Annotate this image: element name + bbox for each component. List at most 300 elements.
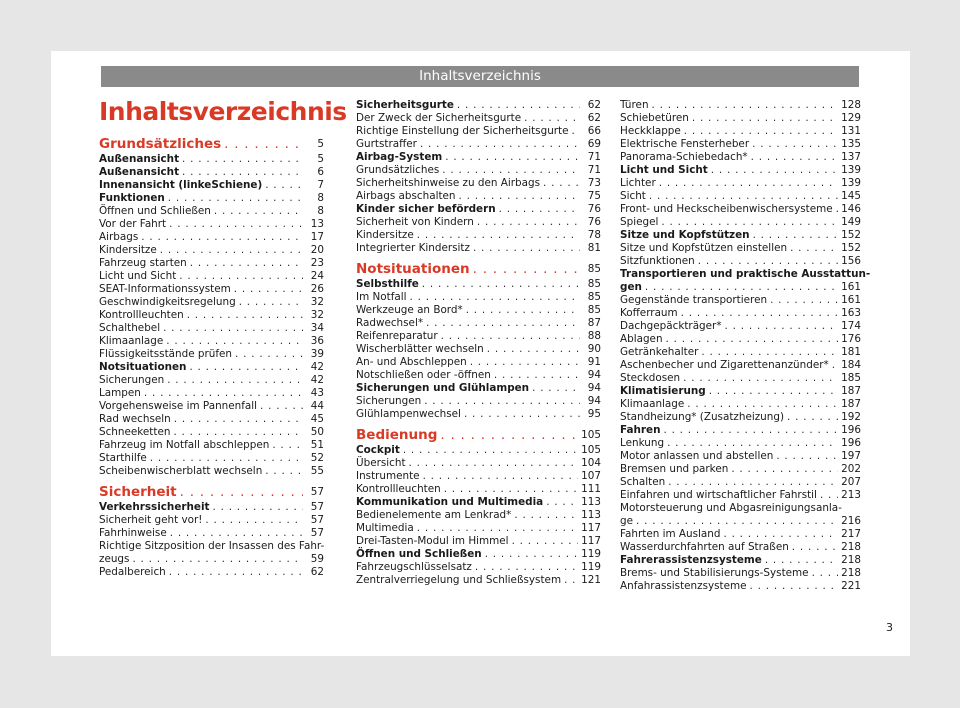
- toc-entry-title: Notsituationen: [356, 261, 470, 277]
- toc-dot-leader: [234, 283, 303, 296]
- toc-entry-title: Kofferraum: [620, 307, 678, 319]
- toc-entry[interactable]: [620, 567, 861, 580]
- toc-entry[interactable]: [620, 437, 861, 450]
- toc-entry[interactable]: [99, 335, 324, 348]
- toc-entry-title: Gegenstände transportieren: [620, 294, 768, 306]
- toc-page-number: 119: [581, 561, 601, 573]
- toc-entry[interactable]: [99, 296, 324, 309]
- toc-entry[interactable]: [356, 483, 601, 496]
- toc-entry-title: Fahrzeug starten: [99, 257, 187, 269]
- toc-entry-title: Ablagen: [620, 333, 663, 345]
- toc-dot-leader: [645, 281, 838, 294]
- toc-entry[interactable]: [356, 317, 601, 330]
- toc-dot-leader: [180, 483, 303, 501]
- toc-dot-leader: [725, 320, 839, 333]
- toc-dot-leader: [751, 151, 839, 164]
- toc-entry-title: Sitzfunktionen: [620, 255, 695, 267]
- toc-entry-title: Wischerblätter wechseln: [356, 343, 484, 355]
- toc-entry[interactable]: [356, 356, 601, 369]
- toc-entry[interactable]: [99, 270, 324, 283]
- toc-entry-title: Werkzeuge an Bord*: [356, 304, 463, 316]
- toc-entry[interactable]: [99, 452, 324, 465]
- toc-entry[interactable]: [620, 554, 861, 567]
- toc-entry[interactable]: [356, 216, 601, 229]
- toc-entry[interactable]: [356, 138, 601, 151]
- toc-entry-title: Instrumente: [356, 470, 420, 482]
- toc-dot-leader: [790, 242, 838, 255]
- toc-entry[interactable]: [356, 291, 601, 304]
- toc-dot-leader: [684, 125, 838, 138]
- toc-dot-leader: [160, 244, 303, 257]
- toc-entry[interactable]: [99, 374, 324, 387]
- toc-entry-title: Aschenbecher und Zigarettenanzünder*: [620, 359, 829, 371]
- toc-entry[interactable]: [620, 294, 861, 307]
- toc-entry-title: Licht und Sicht: [99, 270, 177, 282]
- toc-entry[interactable]: [356, 561, 601, 574]
- toc-entry[interactable]: [356, 112, 601, 125]
- toc-entry[interactable]: [356, 522, 601, 535]
- toc-entry[interactable]: [356, 190, 601, 203]
- toc-entry-title: Kindersitze: [356, 229, 414, 241]
- toc-dot-leader: [692, 112, 838, 125]
- toc-entry[interactable]: [99, 413, 324, 426]
- toc-entry-title: Sicherheitshinweise zu den Airbags: [356, 177, 541, 189]
- toc-page-number: 57: [310, 527, 324, 539]
- toc-page-number: 218: [841, 541, 861, 553]
- toc-entry-title: Brems- und Stabilisierungs-Systeme: [620, 567, 809, 579]
- toc-entry-title: Scheibenwischerblatt wechseln: [99, 465, 263, 477]
- toc-entry[interactable]: [620, 242, 861, 255]
- toc-entry-title: Elektrische Fensterheber: [620, 138, 750, 150]
- toc-page-number: 91: [587, 356, 601, 368]
- toc-page-number: 62: [587, 99, 601, 111]
- toc-dot-leader: [441, 330, 580, 343]
- toc-page-number: 26: [310, 283, 324, 295]
- toc-dot-leader: [770, 294, 838, 307]
- toc-dot-leader: [173, 426, 303, 439]
- toc-dot-leader: [150, 452, 303, 465]
- toc-entry[interactable]: [620, 320, 861, 333]
- toc-page-number: 13: [310, 218, 324, 230]
- toc-page-number: 88: [587, 330, 601, 342]
- toc-entry-title: Im Notfall: [356, 291, 407, 303]
- toc-entry[interactable]: [99, 244, 324, 257]
- toc-page-number: 94: [587, 395, 601, 407]
- toc-page-number: 32: [310, 296, 324, 308]
- toc-entry-title: Flüssigkeitsstände prüfen: [99, 348, 232, 360]
- toc-page-number: 176: [841, 333, 861, 345]
- toc-entry-title: SEAT-Informationssystem: [99, 283, 231, 295]
- toc-dot-leader: [787, 411, 838, 424]
- toc-entry-title: Airbags: [99, 231, 139, 243]
- toc-dot-leader: [170, 527, 303, 540]
- toc-entry[interactable]: [620, 99, 861, 112]
- toc-entry-title: Kindersitze: [99, 244, 157, 256]
- toc-entry-title: Geschwindigkeitsregelung: [99, 296, 236, 308]
- toc-dot-leader: [168, 192, 303, 205]
- toc-entry[interactable]: [620, 346, 861, 359]
- toc-entry-title: Bedienelemente am Lenkrad*: [356, 509, 512, 521]
- toc-page-number: 90: [587, 343, 601, 355]
- toc-entry[interactable]: [620, 255, 861, 268]
- toc-entry-title: Klimatisierung: [620, 385, 706, 397]
- toc-entry[interactable]: [620, 268, 871, 281]
- toc-entry-title: Glühlampenwechsel: [356, 408, 461, 420]
- toc-entry[interactable]: [99, 257, 324, 270]
- toc-dot-leader: [832, 359, 838, 372]
- toc-entry-title: Einfahren und wirtschaftlicher Fahrstil: [620, 489, 817, 501]
- toc-page-number: 95: [587, 408, 601, 420]
- toc-entry[interactable]: [356, 151, 601, 164]
- toc-entry[interactable]: [356, 177, 601, 190]
- toc-entry[interactable]: [356, 278, 601, 291]
- toc-entry[interactable]: [356, 242, 601, 255]
- toc-page-number: 117: [581, 535, 601, 547]
- toc-entry-title: Pedalbereich: [99, 566, 166, 578]
- toc-entry[interactable]: [620, 411, 861, 424]
- toc-entry[interactable]: [99, 387, 324, 400]
- toc-dot-leader: [812, 567, 839, 580]
- toc-page-number: 62: [310, 566, 324, 578]
- toc-entry[interactable]: [99, 218, 324, 231]
- toc-entry[interactable]: [99, 361, 324, 374]
- toc-entry[interactable]: [620, 450, 861, 463]
- toc-entry[interactable]: [620, 216, 861, 229]
- toc-entry[interactable]: [356, 304, 601, 317]
- toc-page-number: 43: [310, 387, 324, 399]
- toc-dot-leader: [167, 374, 303, 387]
- toc-entry[interactable]: [99, 566, 324, 579]
- toc-entry[interactable]: [356, 535, 601, 548]
- toc-entry[interactable]: [356, 457, 601, 470]
- toc-entry-title: Gurtstraffer: [356, 138, 417, 150]
- toc-entry[interactable]: [99, 400, 324, 413]
- toc-entry[interactable]: [620, 112, 861, 125]
- toc-entry[interactable]: [620, 151, 861, 164]
- toc-entry[interactable]: [99, 322, 324, 335]
- toc-entry-title: Wasserdurchfahrten auf Straßen: [620, 541, 789, 553]
- toc-entry[interactable]: [620, 541, 861, 554]
- toc-entry[interactable]: [620, 229, 861, 242]
- toc-entry-title: Selbsthilfe: [356, 278, 419, 290]
- toc-entry[interactable]: [620, 333, 861, 346]
- toc-entry[interactable]: [99, 283, 324, 296]
- toc-entry-title: Rad wechseln: [99, 413, 171, 425]
- toc-entry[interactable]: [99, 166, 324, 179]
- toc-entry-title: An- und Abschleppen: [356, 356, 467, 368]
- toc-entry[interactable]: [99, 553, 324, 566]
- toc-page-number: 94: [587, 369, 601, 381]
- toc-dot-leader: [212, 501, 303, 514]
- toc-column-1: [99, 135, 324, 579]
- toc-entry-title: gen: [620, 281, 642, 293]
- toc-entry[interactable]: [356, 496, 601, 509]
- toc-entry[interactable]: [620, 502, 861, 515]
- toc-entry[interactable]: [99, 192, 324, 205]
- toc-page-number: 139: [841, 177, 861, 189]
- toc-page-number: 45: [310, 413, 324, 425]
- toc-page-number: 184: [841, 359, 861, 371]
- toc-dot-leader: [239, 296, 303, 309]
- toc-entry[interactable]: [620, 489, 861, 502]
- toc-page-number: 87: [587, 317, 601, 329]
- toc-entry-title: Richtige Einstellung der Sicherheitsgurte: [356, 125, 569, 137]
- toc-entry[interactable]: [356, 99, 601, 112]
- toc-page-number: 59: [310, 553, 324, 565]
- toc-entry-title: Front- und Heckscheibenwischersysteme: [620, 203, 833, 215]
- toc-entry[interactable]: [356, 330, 601, 343]
- toc-dot-leader: [426, 317, 580, 330]
- toc-dot-leader: [423, 470, 579, 483]
- toc-entry-title: Sicherungen und Glühlampen: [356, 382, 530, 394]
- toc-page-number: 85: [587, 278, 601, 290]
- toc-entry[interactable]: [356, 395, 601, 408]
- toc-dot-leader: [265, 179, 303, 192]
- toc-dot-leader: [752, 138, 838, 151]
- toc-entry[interactable]: [99, 426, 324, 439]
- toc-dot-leader: [512, 535, 579, 548]
- toc-entry-title: Airbags abschalten: [356, 190, 456, 202]
- toc-entry[interactable]: [99, 514, 324, 527]
- toc-entry-title: Zentralverriegelung und Schließsystem: [356, 574, 562, 586]
- toc-dot-leader: [532, 382, 580, 395]
- toc-dot-leader: [652, 99, 839, 112]
- toc-entry-title: Airbag-System: [356, 151, 443, 163]
- toc-entry-title: Schiebetüren: [620, 112, 689, 124]
- toc-entry[interactable]: [620, 307, 861, 320]
- toc-entry-title: Multimedia: [356, 522, 414, 534]
- toc-page-number: 34: [310, 322, 324, 334]
- toc-entry-title: zeugs: [99, 553, 130, 565]
- toc-entry-title: Notsituationen: [99, 361, 187, 373]
- toc-entry-title: Integrierter Kindersitz: [356, 242, 470, 254]
- toc-dot-leader: [141, 231, 303, 244]
- toc-page-number: 163: [841, 307, 861, 319]
- toc-entry[interactable]: [620, 580, 861, 593]
- toc-entry-title: Sicherheit geht vor!: [99, 514, 203, 526]
- toc-entry-title: Sitze und Kopfstützen einstellen: [620, 242, 788, 254]
- toc-entry[interactable]: [99, 231, 324, 244]
- toc-entry-title: Starthilfe: [99, 452, 147, 464]
- toc-dot-leader: [820, 489, 838, 502]
- toc-entry[interactable]: [620, 203, 861, 216]
- toc-section-heading[interactable]: [99, 483, 324, 501]
- toc-page-number: 187: [841, 398, 861, 410]
- toc-entry[interactable]: [356, 408, 601, 421]
- toc-entry-title: Cockpit: [356, 444, 400, 456]
- toc-entry[interactable]: [99, 527, 324, 540]
- toc-entry-title: Sicherungen: [356, 395, 422, 407]
- toc-dot-leader: [687, 398, 838, 411]
- toc-entry[interactable]: [620, 138, 861, 151]
- toc-entry-title: Reifenreparatur: [356, 330, 438, 342]
- toc-dot-leader: [190, 257, 303, 270]
- toc-dot-leader: [189, 361, 303, 374]
- toc-dot-leader: [661, 216, 838, 229]
- toc-dot-leader: [444, 483, 578, 496]
- toc-entry[interactable]: [620, 528, 861, 541]
- toc-dot-leader: [698, 255, 838, 268]
- toc-entry-title: Sicherheit: [99, 484, 177, 500]
- toc-entry[interactable]: [620, 281, 861, 294]
- toc-page-number: 161: [841, 294, 861, 306]
- toc-column-2: [356, 99, 601, 587]
- toc-entry[interactable]: [620, 177, 861, 190]
- toc-page-number: 131: [841, 125, 861, 137]
- toc-entry-title: Sicherheit von Kindern: [356, 216, 474, 228]
- toc-page-number: 62: [587, 112, 601, 124]
- toc-entry[interactable]: [99, 465, 324, 478]
- toc-page-number: 137: [841, 151, 861, 163]
- toc-dot-leader: [473, 260, 580, 278]
- document-page: [51, 51, 910, 656]
- toc-section-heading[interactable]: [356, 426, 601, 444]
- toc-page-number: 71: [587, 164, 601, 176]
- toc-entry[interactable]: [99, 179, 324, 192]
- toc-entry-title: Heckklappe: [620, 125, 681, 137]
- toc-page-number: 85: [587, 291, 601, 303]
- toc-entry[interactable]: [356, 229, 601, 242]
- toc-entry-title: Verkehrssicherheit: [99, 501, 210, 513]
- toc-dot-leader: [572, 125, 580, 138]
- toc-entry[interactable]: [620, 190, 861, 203]
- toc-entry-title: Notschließen oder -öffnen: [356, 369, 491, 381]
- toc-page-number: 42: [310, 374, 324, 386]
- toc-section-heading[interactable]: [99, 135, 324, 153]
- toc-dot-leader: [475, 561, 578, 574]
- toc-entry-title: Lampen: [99, 387, 141, 399]
- toc-page-number: 161: [841, 281, 861, 293]
- toc-dot-leader: [182, 166, 303, 179]
- toc-entry-title: Fahrzeugschlüsselsatz: [356, 561, 472, 573]
- toc-entry-title: Fahrzeug im Notfall abschleppen: [99, 439, 270, 451]
- toc-entry-title: Sitze und Kopfstützen: [620, 229, 750, 241]
- toc-dot-leader: [179, 270, 303, 283]
- toc-entry-title: Panorama-Schiebedach*: [620, 151, 748, 163]
- toc-entry[interactable]: [99, 439, 324, 452]
- toc-dot-leader: [750, 580, 839, 593]
- toc-dot-leader: [260, 400, 303, 413]
- toc-dot-leader: [649, 190, 838, 203]
- toc-dot-leader: [272, 439, 303, 452]
- toc-entry[interactable]: [356, 369, 601, 382]
- toc-entry[interactable]: [356, 203, 601, 216]
- toc-section-heading[interactable]: [356, 260, 601, 278]
- toc-page-number: 218: [841, 567, 861, 579]
- toc-dot-leader: [174, 413, 303, 426]
- toc-page-number: 135: [841, 138, 861, 150]
- toc-page-number: 156: [841, 255, 861, 267]
- toc-entry-title: Steckdosen: [620, 372, 681, 384]
- toc-entry-title: Schalthebel: [99, 322, 161, 334]
- toc-entry[interactable]: [356, 444, 601, 457]
- toc-entry[interactable]: [620, 398, 861, 411]
- toc-entry-title: Motorsteuerung und Abgasreinigungsanla-: [620, 502, 842, 514]
- toc-entry-title: Bremsen und parken: [620, 463, 729, 475]
- toc-entry-title: Klimaanlage: [99, 335, 164, 347]
- toc-entry[interactable]: [99, 348, 324, 361]
- toc-entry-title: Sicht: [620, 190, 646, 202]
- toc-page-number: 119: [581, 548, 601, 560]
- toc-entry-title: Anfahrassistenzsysteme: [620, 580, 747, 592]
- toc-entry[interactable]: [99, 309, 324, 322]
- toc-entry[interactable]: [620, 125, 861, 138]
- toc-page-number: 5: [317, 138, 324, 150]
- toc-entry-title: Öffnen und Schließen: [99, 205, 211, 217]
- toc-page-number: 39: [310, 348, 324, 360]
- toc-entry-title: Klimaanlage: [620, 398, 685, 410]
- toc-dot-leader: [663, 424, 838, 437]
- toc-entry[interactable]: [356, 470, 601, 483]
- toc-entry[interactable]: [620, 385, 861, 398]
- toc-entry-title: Kontrollleuchten: [99, 309, 184, 321]
- toc-entry[interactable]: [620, 372, 861, 385]
- toc-dot-leader: [666, 333, 839, 346]
- toc-entry[interactable]: [620, 476, 861, 489]
- toc-dot-leader: [668, 476, 838, 489]
- toc-entry[interactable]: [356, 164, 601, 177]
- toc-entry[interactable]: [356, 548, 601, 561]
- toc-entry[interactable]: [356, 509, 601, 522]
- toc-dot-leader: [166, 335, 303, 348]
- toc-entry-title: Türen: [620, 99, 649, 111]
- toc-dot-leader: [473, 242, 580, 255]
- toc-entry-title: Licht und Sicht: [620, 164, 708, 176]
- toc-entry[interactable]: [620, 463, 861, 476]
- toc-page-number: 149: [841, 216, 861, 228]
- toc-page-number: 50: [310, 426, 324, 438]
- toc-entry[interactable]: [99, 501, 324, 514]
- toc-entry[interactable]: [620, 424, 861, 437]
- toc-entry[interactable]: [99, 540, 324, 553]
- toc-page-number: 75: [587, 190, 601, 202]
- toc-dot-leader: [477, 216, 580, 229]
- toc-entry[interactable]: [356, 382, 601, 395]
- toc-page-number: 24: [310, 270, 324, 282]
- toc-page-number: 105: [581, 444, 601, 456]
- toc-page-number: 202: [841, 463, 861, 475]
- toc-entry-title: Außenansicht: [99, 153, 180, 165]
- toc-entry-title: Standheizung* (Zusatzheizung): [620, 411, 785, 423]
- toc-page-number: 5: [317, 153, 324, 165]
- header-banner: Inhaltsverzeichnis: [101, 66, 859, 87]
- toc-entry[interactable]: [99, 205, 324, 218]
- toc-entry[interactable]: [356, 574, 601, 587]
- toc-entry[interactable]: [620, 515, 861, 528]
- toc-entry-title: Motor anlassen und abstellen: [620, 450, 774, 462]
- toc-entry-title: Lenkung: [620, 437, 665, 449]
- toc-dot-leader: [659, 177, 838, 190]
- toc-dot-leader: [163, 322, 303, 335]
- page-number: 3: [886, 621, 893, 634]
- toc-dot-leader: [224, 135, 303, 153]
- toc-dot-leader: [711, 164, 838, 177]
- toc-entry[interactable]: [99, 153, 324, 166]
- toc-page-number: 44: [310, 400, 324, 412]
- toc-entry-title: Fahrten im Ausland: [620, 528, 721, 540]
- toc-dot-leader: [543, 177, 580, 190]
- toc-page-number: 197: [841, 450, 861, 462]
- toc-entry[interactable]: [620, 164, 861, 177]
- toc-page-number: 217: [841, 528, 861, 540]
- toc-entry[interactable]: [356, 125, 601, 138]
- toc-page-number: 196: [841, 424, 861, 436]
- toc-page-number: 174: [841, 320, 861, 332]
- toc-entry[interactable]: [356, 343, 601, 356]
- toc-page-number: 111: [581, 483, 601, 495]
- toc-entry[interactable]: [620, 359, 861, 372]
- toc-entry-title: Drei-Tasten-Modul im Himmel: [356, 535, 509, 547]
